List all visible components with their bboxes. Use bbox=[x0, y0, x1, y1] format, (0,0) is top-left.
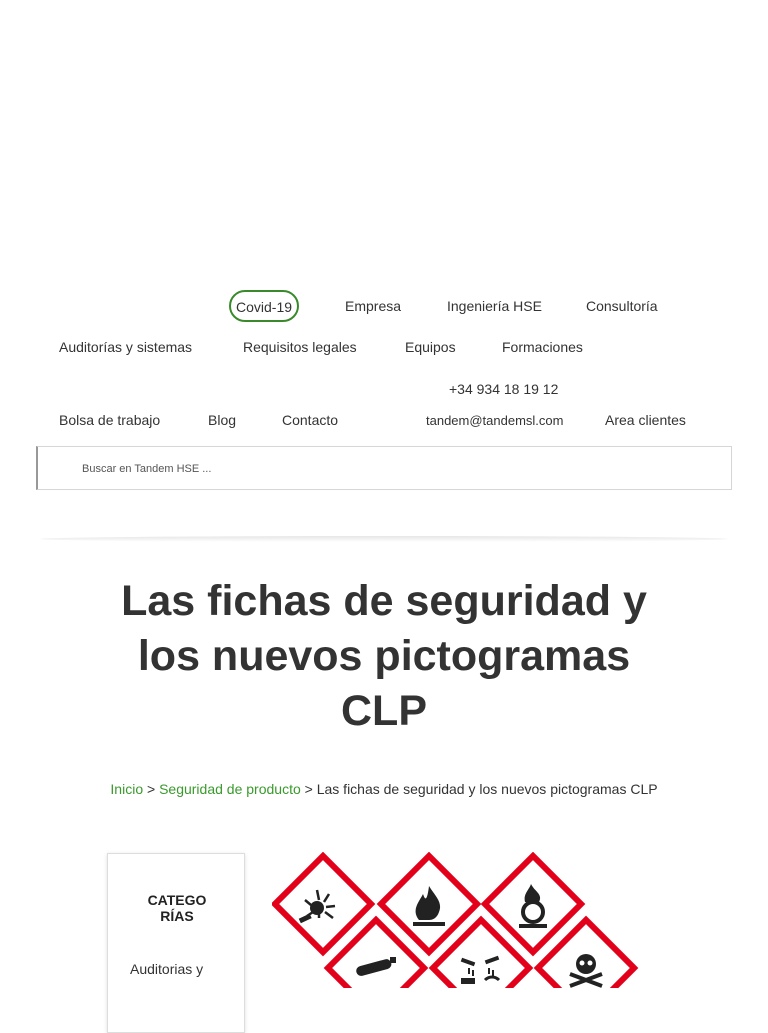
nav-area-clientes[interactable]: Area clientes bbox=[605, 412, 686, 428]
categories-title-line-2: RÍAS bbox=[160, 908, 194, 924]
breadcrumb-separator: > bbox=[300, 781, 317, 797]
nav-blog[interactable]: Blog bbox=[208, 412, 237, 428]
search-input[interactable] bbox=[80, 459, 684, 479]
categories-title bbox=[108, 892, 246, 924]
nav-formaciones[interactable]: Formaciones bbox=[502, 339, 583, 355]
header-shadow bbox=[40, 536, 728, 542]
nav-covid-label: Covid-19 bbox=[235, 299, 293, 315]
clp-pictograms-image bbox=[272, 852, 644, 988]
nav-consultoria[interactable]: Consultoría bbox=[586, 298, 658, 314]
category-item-auditorias[interactable]: Auditorias y bbox=[130, 961, 204, 977]
nav-covid-button[interactable] bbox=[229, 290, 299, 322]
categories-widget bbox=[107, 853, 245, 1033]
breadcrumb-home-link[interactable]: Inicio bbox=[110, 781, 144, 797]
nav-empresa[interactable]: Empresa bbox=[345, 298, 402, 314]
breadcrumb-category-link[interactable]: Seguridad de producto bbox=[159, 781, 301, 797]
breadcrumb-current: Las fichas de seguridad y los nuevos pictogramas CLP bbox=[316, 781, 658, 797]
nav-requisitos-legales[interactable]: Requisitos legales bbox=[243, 339, 357, 355]
nav-equipos[interactable]: Equipos bbox=[405, 339, 456, 355]
nav-email[interactable]: tandem@tandemsl.com bbox=[426, 413, 564, 428]
categories-title-line-1: CATEGO bbox=[147, 892, 207, 908]
nav-ingenieria-hse[interactable]: Ingeniería HSE bbox=[447, 298, 542, 314]
nav-contacto[interactable]: Contacto bbox=[282, 412, 339, 428]
search-box bbox=[36, 446, 732, 490]
breadcrumb-separator: > bbox=[143, 781, 160, 797]
page-title-line-1: Las fichas de seguridad y bbox=[121, 577, 647, 625]
nav-bolsa-trabajo[interactable]: Bolsa de trabajo bbox=[59, 412, 161, 428]
nav-auditorias[interactable]: Auditorías y sistemas bbox=[59, 339, 193, 355]
page-title-line-3: CLP bbox=[341, 687, 427, 735]
page-title bbox=[84, 574, 684, 739]
breadcrumb bbox=[0, 780, 768, 798]
page-title-line-2: los nuevos pictogramas bbox=[137, 632, 631, 680]
nav-phone[interactable]: +34 934 18 19 12 bbox=[449, 381, 559, 397]
